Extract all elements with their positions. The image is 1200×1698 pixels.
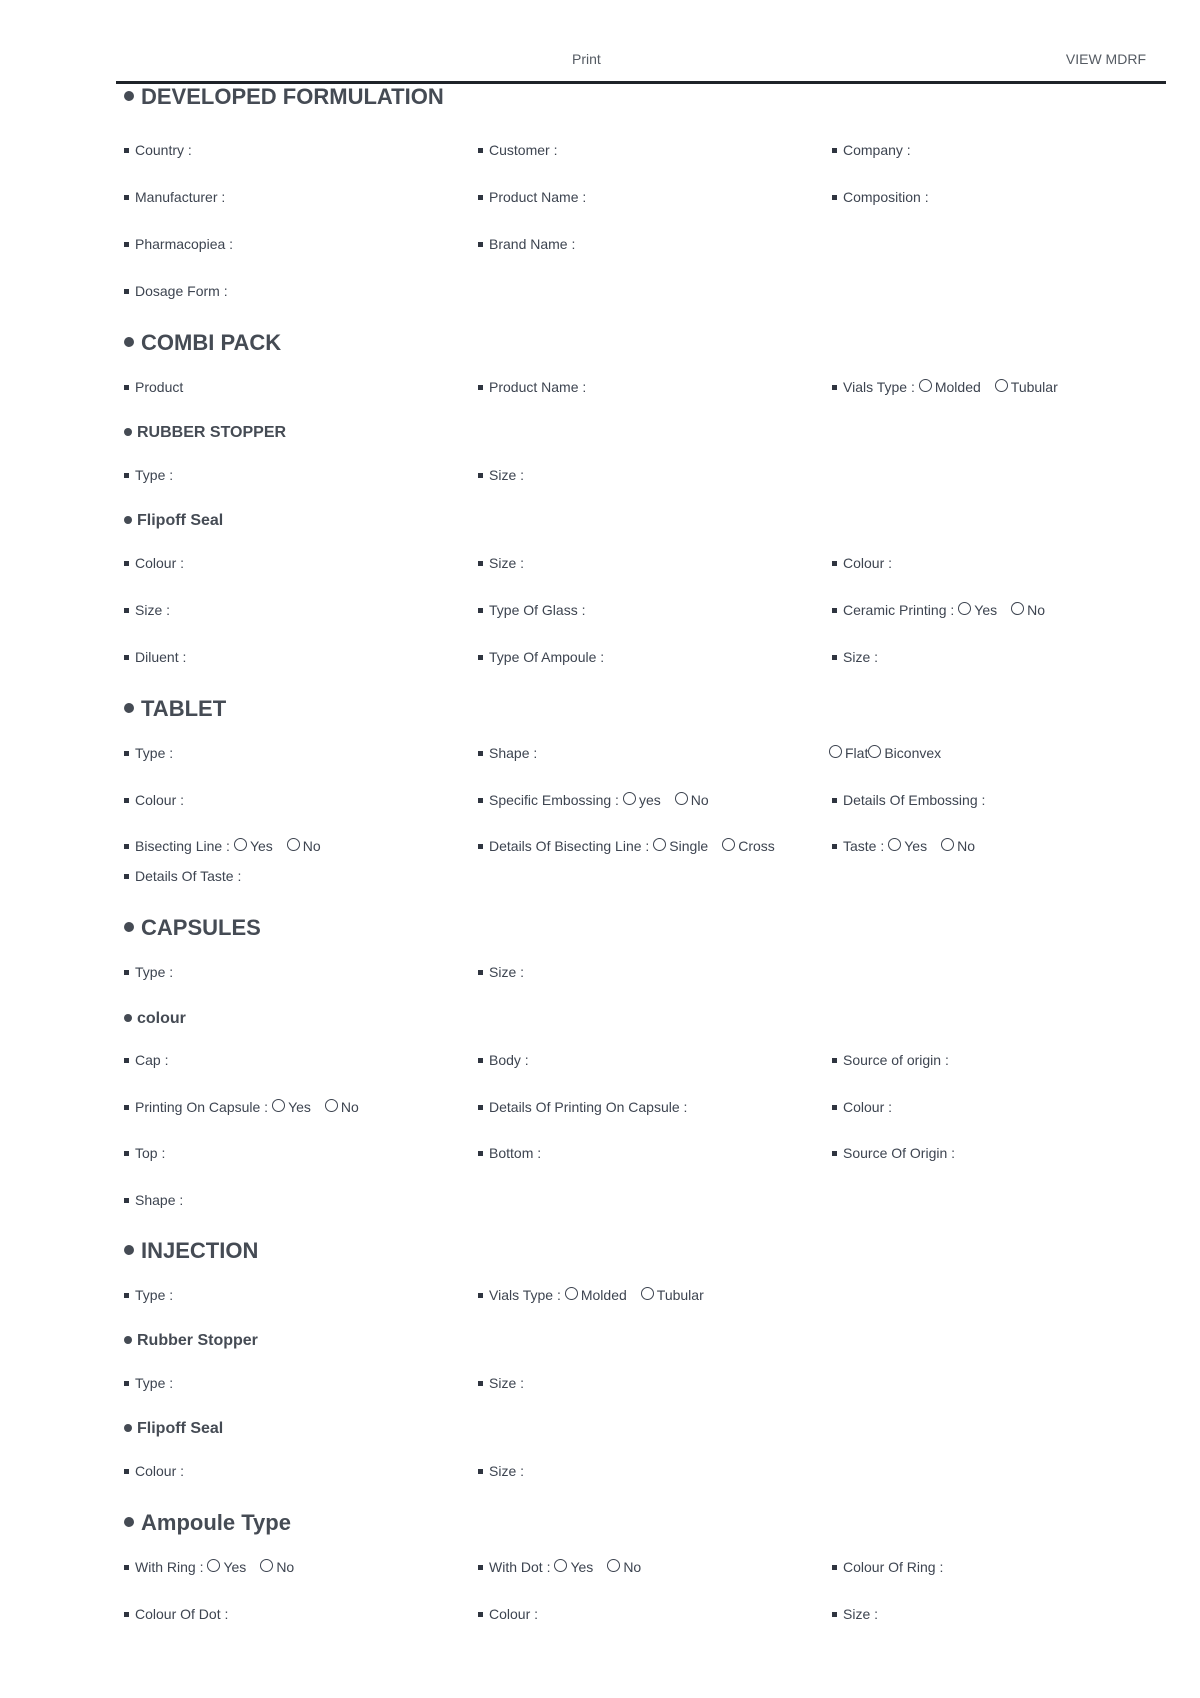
pharmacopiea-field: Pharmacopiea : — [124, 235, 233, 253]
bottom-field: Bottom : — [478, 1144, 541, 1162]
specific-embossing-field: Specific Embossing : yes No — [478, 791, 709, 809]
flipoff-colour-field: Colour : — [124, 554, 184, 572]
flipoff-size-field: Size : — [478, 554, 524, 572]
ceramic-no-radio[interactable] — [1011, 602, 1024, 615]
bullet-icon — [124, 1245, 134, 1255]
top-field: Top : — [124, 1144, 165, 1162]
section-title-combi-pack: COMBI PACK — [124, 330, 281, 356]
details-taste-field: Details Of Taste : — [124, 867, 241, 885]
diluent-field: Diluent : — [124, 648, 186, 666]
ampoule-colour-field: Colour : — [478, 1605, 538, 1623]
bisecting-no-radio[interactable] — [287, 838, 300, 851]
with-dot-field: With Dot : Yes No — [478, 1558, 641, 1576]
bisecting-yes-radio[interactable] — [234, 838, 247, 851]
section-title-developed-formulation: DEVELOPED FORMULATION — [124, 84, 444, 110]
top-bar — [116, 0, 1166, 84]
bullet-icon — [124, 1336, 132, 1344]
subsection-title-rubber-stopper: RUBBER STOPPER — [124, 424, 286, 442]
injection-type-field: Type : — [124, 1286, 173, 1304]
capsule-shape-field: Shape : — [124, 1191, 183, 1209]
ceramic-yes-radio[interactable] — [958, 602, 971, 615]
dot-no-radio[interactable] — [607, 1559, 620, 1572]
biconvex-radio[interactable] — [868, 745, 881, 758]
bullet-icon — [124, 516, 132, 524]
printing-yes-radio[interactable] — [272, 1099, 285, 1112]
embossing-no-radio[interactable] — [675, 792, 688, 805]
manufacturer-field: Manufacturer : — [124, 188, 225, 206]
printing-on-capsule-field: Printing On Capsule : Yes No — [124, 1098, 359, 1116]
tubular-radio[interactable] — [995, 379, 1008, 392]
subsection-title-injection-rubber-stopper: Rubber Stopper — [124, 1332, 258, 1350]
rubber-type-field: Type : — [124, 466, 173, 484]
product-name-field: Product Name : — [478, 188, 586, 206]
body-field: Body : — [478, 1051, 529, 1069]
printing-no-radio[interactable] — [325, 1099, 338, 1112]
bullet-icon — [124, 337, 134, 347]
taste-no-radio[interactable] — [941, 838, 954, 851]
taste-field: Taste : Yes No — [832, 837, 975, 855]
injection-tubular-radio[interactable] — [641, 1287, 654, 1300]
bullet-icon — [124, 91, 134, 101]
combi-colour-field: Colour : — [832, 554, 892, 572]
bullet-icon — [124, 428, 132, 436]
injection-rubber-type-field: Type : — [124, 1374, 173, 1392]
molded-radio[interactable] — [919, 379, 932, 392]
composition-field: Composition : — [832, 188, 929, 206]
injection-rubber-size-field: Size : — [478, 1374, 524, 1392]
ring-no-radio[interactable] — [260, 1559, 273, 1572]
rubber-size-field: Size : — [478, 466, 524, 484]
ampoule-type-size-field: Size : — [832, 1605, 878, 1623]
section-title-tablet: TABLET — [124, 696, 226, 722]
combi-product-field: Product — [124, 378, 183, 396]
combi-vials-type-field: Vials Type : Molded Tubular — [832, 378, 1058, 396]
injection-flipoff-size-field: Size : — [478, 1462, 524, 1480]
with-ring-field: With Ring : Yes No — [124, 1558, 294, 1576]
source-of-origin-2-field: Source Of Origin : — [832, 1144, 955, 1162]
ring-yes-radio[interactable] — [207, 1559, 220, 1572]
type-of-ampoule-field: Type Of Ampoule : — [478, 648, 604, 666]
print-link[interactable]: Print — [572, 51, 601, 67]
brand-name-field: Brand Name : — [478, 235, 575, 253]
capsule-size-field: Size : — [478, 963, 524, 981]
subsection-title-flipoff-seal: Flipoff Seal — [124, 512, 223, 530]
colour-of-ring-field: Colour Of Ring : — [832, 1558, 943, 1576]
section-title-injection: INJECTION — [124, 1238, 258, 1264]
bullet-icon — [124, 703, 134, 713]
country-field: Country : — [124, 141, 192, 159]
tablet-shape-options: Flat Biconvex — [829, 744, 941, 762]
bullet-icon — [124, 1424, 132, 1432]
capsule-colour-field: Colour : — [832, 1098, 892, 1116]
subsection-title-colour: colour — [124, 1010, 186, 1028]
taste-yes-radio[interactable] — [888, 838, 901, 851]
cross-radio[interactable] — [722, 838, 735, 851]
single-radio[interactable] — [653, 838, 666, 851]
injection-flipoff-colour-field: Colour : — [124, 1462, 184, 1480]
tablet-shape-field: Shape : — [478, 744, 537, 762]
capsule-type-field: Type : — [124, 963, 173, 981]
colour-of-dot-field: Colour Of Dot : — [124, 1605, 228, 1623]
tablet-type-field: Type : — [124, 744, 173, 762]
combi-product-name-field: Product Name : — [478, 378, 586, 396]
bisecting-line-field: Bisecting Line : Yes No — [124, 837, 321, 855]
ceramic-printing-field: Ceramic Printing : Yes No — [832, 601, 1045, 619]
cap-field: Cap : — [124, 1051, 168, 1069]
tablet-colour-field: Colour : — [124, 791, 184, 809]
injection-molded-radio[interactable] — [565, 1287, 578, 1300]
combi-size-field: Size : — [124, 601, 170, 619]
bullet-icon — [124, 1517, 134, 1527]
bullet-icon — [124, 1014, 132, 1022]
details-printing-field: Details Of Printing On Capsule : — [478, 1098, 687, 1116]
dot-yes-radio[interactable] — [554, 1559, 567, 1572]
injection-vials-type-field: Vials Type : Molded Tubular — [478, 1286, 704, 1304]
flat-radio[interactable] — [829, 745, 842, 758]
subsection-title-injection-flipoff-seal: Flipoff Seal — [124, 1420, 223, 1438]
bullet-icon — [124, 922, 134, 932]
section-title-ampoule-type: Ampoule Type — [124, 1510, 291, 1536]
view-mdrf-link[interactable]: VIEW MDRF — [1065, 51, 1146, 67]
details-embossing-field: Details Of Embossing : — [832, 791, 985, 809]
embossing-yes-radio[interactable] — [623, 792, 636, 805]
company-field: Company : — [832, 141, 911, 159]
source-of-origin-field: Source of origin : — [832, 1051, 949, 1069]
type-of-glass-field: Type Of Glass : — [478, 601, 585, 619]
details-bisecting-line-field: Details Of Bisecting Line : Single Cross — [478, 837, 775, 855]
customer-field: Customer : — [478, 141, 557, 159]
dosage-form-field: Dosage Form : — [124, 282, 228, 300]
ampoule-size-field: Size : — [832, 648, 878, 666]
section-title-capsules: CAPSULES — [124, 915, 261, 941]
